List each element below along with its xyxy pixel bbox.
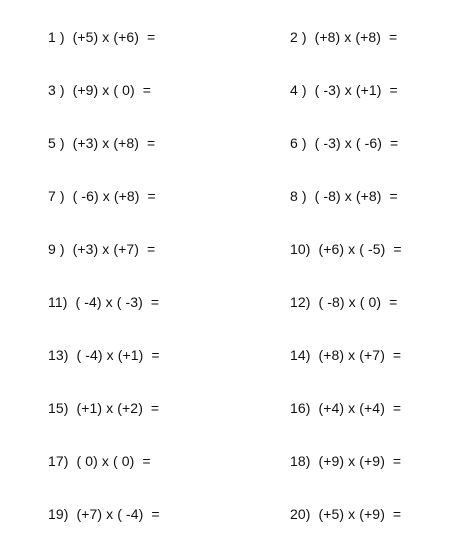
problem-expression: (+5) x (+6) = [72, 29, 156, 45]
problem-expression: ( -8) x ( 0) = [318, 294, 398, 310]
problem-19 [32, 487, 160, 541]
problem-expression: ( -4) x (+1) = [76, 347, 160, 363]
problem-expression: (+7) x ( -4) = [76, 506, 160, 522]
problem-number: 15) [47, 400, 69, 416]
problem-20 [274, 487, 401, 541]
problem-number: 6 ) [289, 135, 307, 151]
problem-number: 4 ) [289, 82, 307, 98]
problem-expression: (+8) x (+8) = [314, 29, 398, 45]
problem-expression: ( 0) x ( 0) = [76, 453, 151, 469]
problem-expression: (+8) x (+7) = [318, 347, 402, 363]
problem-expression: (+3) x (+7) = [72, 241, 156, 257]
problem-expression: (+9) x ( 0) = [72, 82, 152, 98]
problem-1 [32, 10, 155, 64]
problem-expression: (+5) x (+9) = [318, 506, 402, 522]
problem-3 [32, 63, 151, 117]
problem-13 [32, 328, 160, 382]
problem-14 [274, 328, 401, 382]
problem-number: 20) [289, 506, 311, 522]
problem-10 [274, 222, 402, 276]
problem-7 [32, 169, 156, 223]
problem-4 [274, 63, 398, 117]
problem-18 [274, 434, 401, 488]
problem-6 [274, 116, 398, 170]
problem-number: 14) [289, 347, 311, 363]
problem-number: 3 ) [47, 82, 65, 98]
problem-number: 17) [47, 453, 69, 469]
problem-expression: ( -3) x ( -6) = [314, 135, 399, 151]
problem-number: 9 ) [47, 241, 65, 257]
problem-expression: (+1) x (+2) = [76, 400, 160, 416]
problem-16 [274, 381, 401, 435]
problem-number: 2 ) [289, 29, 307, 45]
problem-number: 18) [289, 453, 311, 469]
problem-number: 7 ) [47, 188, 65, 204]
problem-number: 8 ) [289, 188, 307, 204]
problem-5 [32, 116, 155, 170]
problem-expression: (+4) x (+4) = [318, 400, 402, 416]
problem-8 [274, 169, 398, 223]
problem-expression: ( -4) x ( -3) = [75, 294, 160, 310]
problem-11 [32, 275, 159, 329]
problem-expression: (+6) x ( -5) = [318, 241, 402, 257]
problem-number: 16) [289, 400, 311, 416]
problem-expression: ( -6) x (+8) = [72, 188, 156, 204]
problem-number: 11) [47, 294, 68, 310]
problem-17 [32, 434, 151, 488]
problem-expression: (+9) x (+9) = [318, 453, 402, 469]
problem-expression: ( -8) x (+8) = [314, 188, 398, 204]
problem-number: 19) [47, 506, 69, 522]
problem-expression: (+3) x (+8) = [72, 135, 156, 151]
problem-number: 5 ) [47, 135, 65, 151]
problem-2 [274, 10, 397, 64]
problem-number: 1 ) [47, 29, 65, 45]
problem-number: 10) [289, 241, 311, 257]
problem-15 [32, 381, 159, 435]
problem-12 [274, 275, 397, 329]
problem-expression: ( -3) x (+1) = [314, 82, 398, 98]
problem-number: 12) [289, 294, 311, 310]
problem-number: 13) [47, 347, 69, 363]
problem-9 [32, 222, 155, 276]
